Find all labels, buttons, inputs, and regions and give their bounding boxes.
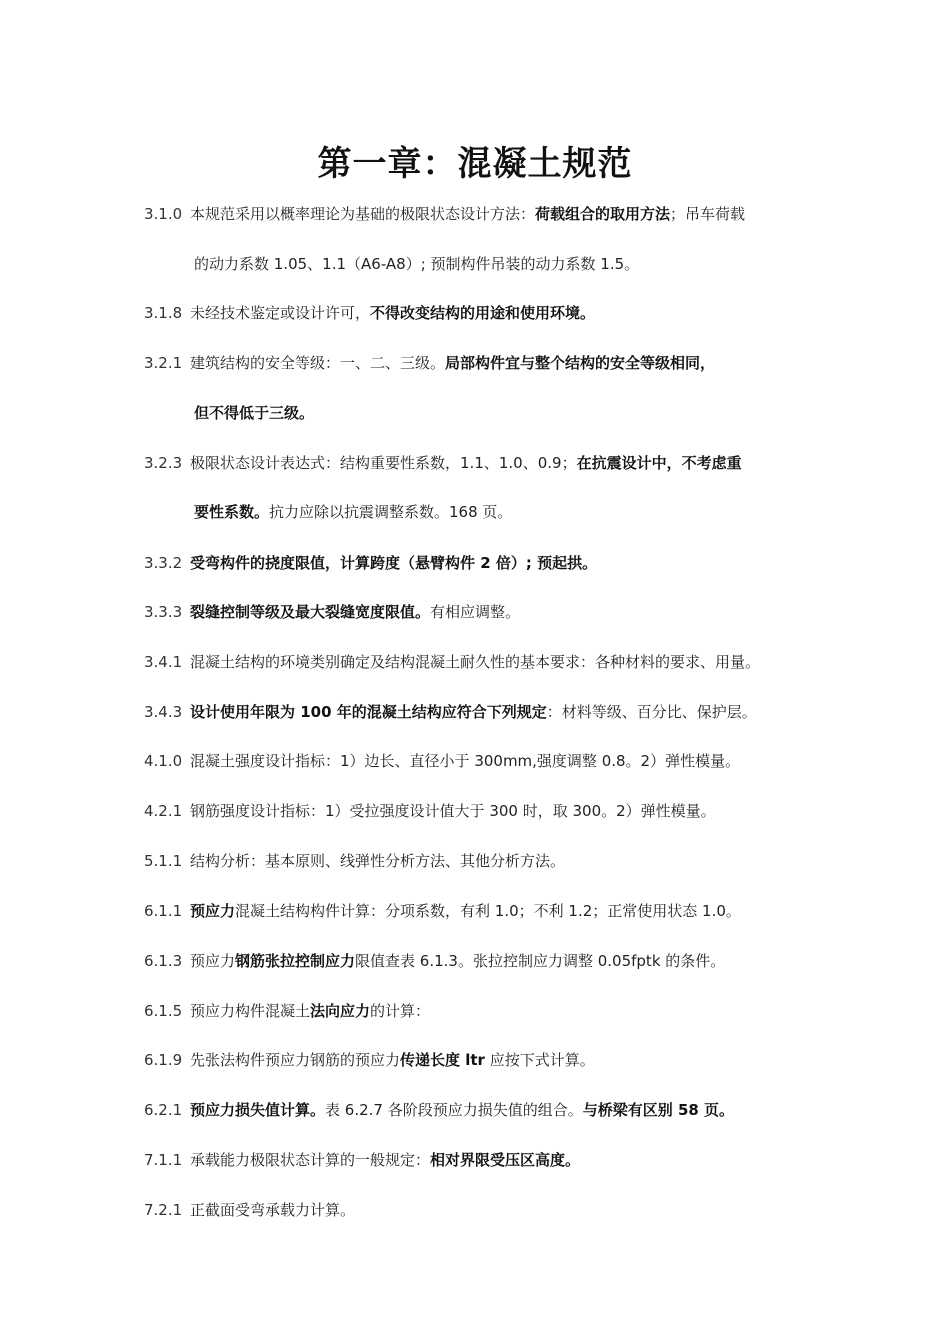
clause-text: 应按下式计算。	[484, 1051, 595, 1069]
clause-6-1-9	[144, 1049, 824, 1071]
clause-text: 钢筋强度设计指标：1）受拉强度设计值大于 300 时，取 300。2）弹性模量。	[190, 802, 716, 820]
clause-number: 3.3.3	[144, 603, 183, 621]
clause-text: 表 6.2.7 各阶段预应力损失值的组合。	[325, 1101, 583, 1119]
clause-text: 混凝土结构构件计算：分项系数，有利 1.0；不利 1.2；正常使用状态 1.0。	[235, 902, 741, 920]
clause-number: 7.2.1	[144, 1201, 183, 1219]
clause-number: 3.1.0	[144, 205, 183, 223]
clause-3-1-0-continued	[194, 253, 874, 275]
clause-text-bold: 法向应力	[310, 1002, 371, 1020]
clause-3-2-3	[144, 452, 824, 474]
clause-text-bold: 相对界限受压区高度。	[430, 1151, 581, 1169]
clause-text-bold: 荷载组合的取用方法	[535, 205, 671, 223]
clause-text-bold: 不得改变结构的用途和使用环境。	[370, 304, 596, 322]
clause-text: 预应力	[190, 952, 236, 970]
clause-number: 5.1.1	[144, 852, 183, 870]
clause-text-bold: 要性系数。	[194, 503, 270, 521]
page-title: 第一章：混凝土规范	[317, 144, 633, 184]
clause-text: 预应力构件混凝土	[190, 1002, 311, 1020]
clause-text-bold: 在抗震设计中，不考虑重	[576, 454, 742, 472]
clause-3-2-1-continued	[194, 402, 874, 424]
clause-text: 承载能力极限状态计算的一般规定：	[190, 1151, 431, 1169]
clause-4-1-0	[144, 750, 824, 772]
clause-number: 6.1.5	[144, 1002, 183, 1020]
clause-6-1-5	[144, 1000, 824, 1022]
clause-text: 建筑结构的安全等级：一、二、三级。	[190, 354, 446, 372]
clause-text: 正截面受弯承载力计算。	[190, 1201, 356, 1219]
clause-text-bold: 但不得低于三级。	[194, 404, 315, 422]
clause-number: 6.1.3	[144, 952, 183, 970]
clause-number: 3.4.3	[144, 703, 183, 721]
clause-text-bold: 传递长度 ltr	[400, 1051, 485, 1069]
clause-text-bold: 预应力损失值计算。	[190, 1101, 326, 1119]
clause-text-bold: 裂缝控制等级及最大裂缝宽度限值。	[190, 603, 431, 621]
clause-5-1-1	[144, 850, 824, 872]
clause-number: 6.1.9	[144, 1051, 183, 1069]
clause-text: 结构分析：基本原则、线弹性分析方法、其他分析方法。	[190, 852, 566, 870]
clause-text: 混凝土结构的环境类别确定及结构混凝土耐久性的基本要求：各种材料的要求、用量。	[190, 653, 761, 671]
clause-number: 4.2.1	[144, 802, 183, 820]
clause-number: 3.2.1	[144, 354, 183, 372]
clause-3-3-2	[144, 552, 824, 574]
clause-number: 3.1.8	[144, 304, 183, 322]
clause-text: 混凝土强度设计指标：1）边长、直径小于 300mm,强度调整 0.8。2）弹性模量。	[190, 752, 741, 770]
clause-text-bold: 受弯构件的挠度限值，计算跨度（悬臂构件 2 倍）; 预起拱。	[190, 554, 598, 572]
clause-3-3-3	[144, 601, 824, 623]
clause-text: 先张法构件预应力钢筋的预应力	[190, 1051, 401, 1069]
clause-number: 6.2.1	[144, 1101, 183, 1119]
clause-6-2-1	[144, 1099, 824, 1121]
clause-3-2-1	[144, 352, 824, 374]
clause-number: 4.1.0	[144, 752, 183, 770]
clause-3-1-8	[144, 302, 824, 324]
clause-text-bold: 预应力	[190, 902, 236, 920]
clause-text: 未经技术鉴定或设计许可，	[190, 304, 371, 322]
clause-3-2-3-continued	[194, 501, 874, 523]
clause-text: 有相应调整。	[430, 603, 521, 621]
clause-number: 6.1.1	[144, 902, 183, 920]
clause-text: 极限状态设计表达式：结构重要性系数，1.1、1.0、0.9；	[190, 454, 577, 472]
clause-text-bold: 与桥梁有区别 58 页。	[582, 1101, 735, 1119]
clause-number: 3.2.3	[144, 454, 183, 472]
clause-text: 的计算：	[370, 1002, 431, 1020]
clause-7-2-1	[144, 1199, 824, 1221]
clause-text: 的动力系数 1.05、1.1（A6-A8）; 预制构件吊装的动力系数 1.5。	[194, 255, 640, 273]
clause-6-1-3	[144, 950, 824, 972]
clause-text: 本规范采用以概率理论为基础的极限状态设计方法：	[190, 205, 536, 223]
clause-3-1-0	[144, 203, 824, 225]
clause-number: 3.3.2	[144, 554, 183, 572]
clause-text-bold: 设计使用年限为 100 年的混凝土结构应符合下列规定	[190, 703, 547, 721]
clause-3-4-1	[144, 651, 824, 673]
clause-text-bold: 钢筋张拉控制应力	[235, 952, 356, 970]
clause-text: 抗力应除以抗震调整系数。168 页。	[269, 503, 513, 521]
clause-3-4-3	[144, 701, 824, 723]
clause-4-2-1	[144, 800, 824, 822]
clause-6-1-1	[144, 900, 824, 922]
clause-7-1-1	[144, 1149, 824, 1171]
clause-text: ：材料等级、百分比、保护层。	[546, 703, 757, 721]
clause-text-bold: 局部构件宜与整个结构的安全等级相同，	[445, 354, 716, 372]
clause-number: 3.4.1	[144, 653, 183, 671]
clause-number: 7.1.1	[144, 1151, 183, 1169]
clause-text: ；吊车荷载	[670, 205, 746, 223]
clause-text: 限值查表 6.1.3。张拉控制应力调整 0.05fptk 的条件。	[355, 952, 726, 970]
